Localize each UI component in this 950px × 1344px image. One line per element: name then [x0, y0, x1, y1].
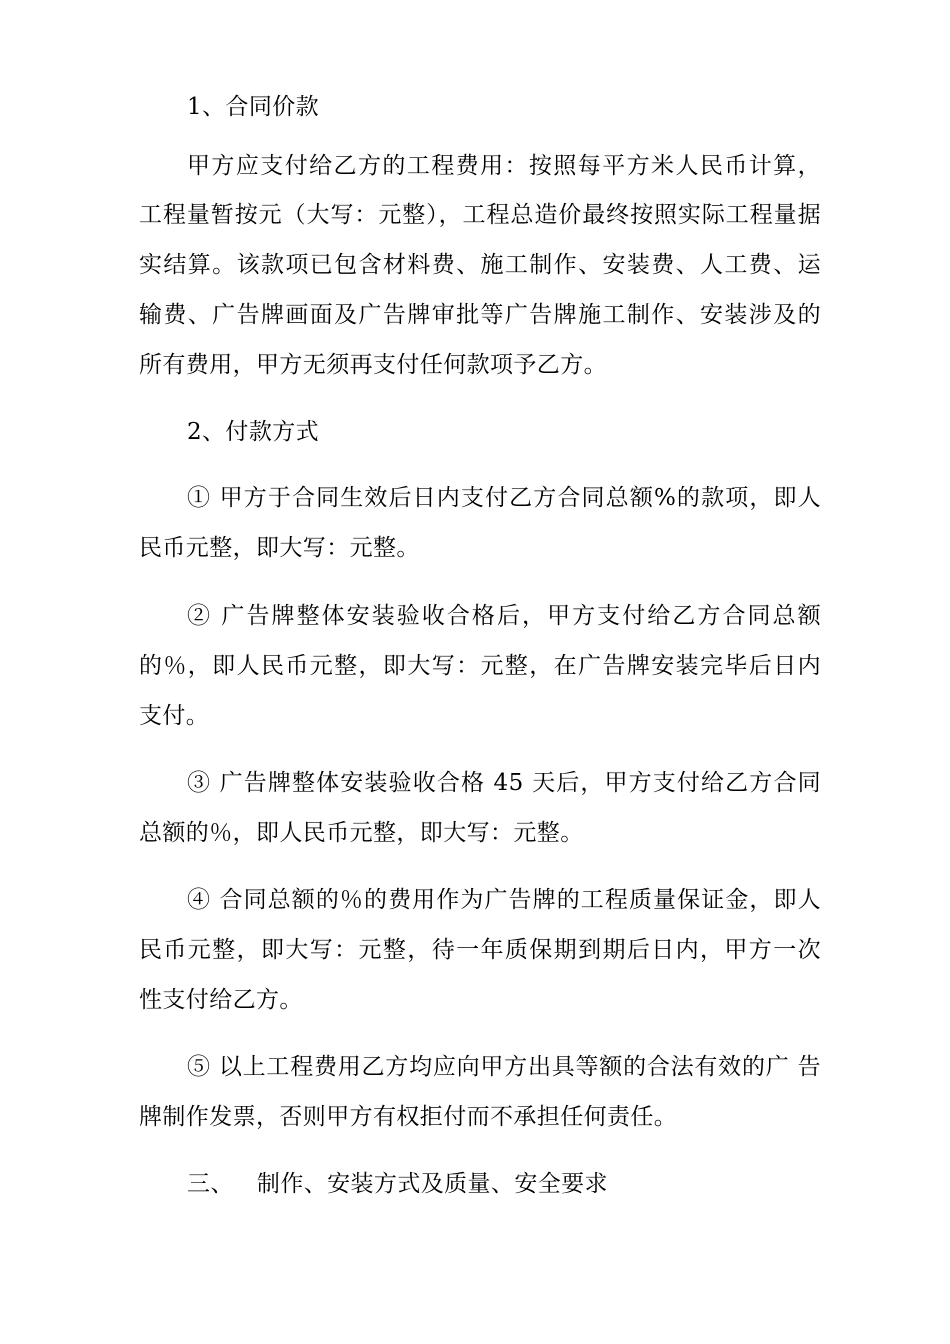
list-item-line: 总额的％，即人民币元整，即大写：元整。 [139, 820, 584, 846]
list-item-line: ④ 合同总额的％的费用作为广告牌的工程质量保证金，即人 [187, 887, 821, 913]
paragraph-line: 所有费用，甲方无须再支付任何款项予乙方。 [139, 352, 607, 378]
list-item-line: ③ 广告牌整体安装验收合格 45 天后，甲方支付给乙方合同 [187, 770, 821, 796]
paragraph-line: 甲方应支付给乙方的工程费用：按照每平方米人民币计算， [187, 153, 821, 179]
paragraph-line: 输费、广告牌画面及广告牌审批等广告牌施工制作、安装涉及的 [139, 302, 821, 328]
list-item-line: ② 广告牌整体安装验收合格后，甲方支付给乙方合同总额 [187, 603, 821, 629]
list-item-line: 的％，即人民币元整，即大写：元整，在广告牌安装完毕后日内 [139, 653, 821, 679]
list-item-line: ⑤ 以上工程费用乙方均应向甲方出具等额的合法有效的广 告 [187, 1054, 821, 1080]
list-item-line: 民币元整，即大写：元整，待一年质保期到期后日内，甲方一次 [139, 937, 821, 963]
list-item-line: 牌制作发票，否则甲方有权拒付而不承担任何责任。 [139, 1104, 678, 1130]
paragraph-line: 工程量暂按元（大写：元整），工程总造价最终按照实际工程量据 [139, 202, 821, 228]
section-heading-payment-method: 2、付款方式 [187, 419, 320, 445]
list-item-line: 性支付给乙方。 [139, 987, 303, 1013]
list-item-line: 支付。 [139, 703, 210, 729]
section-heading-contract-price: 1、合同价款 [187, 94, 320, 120]
list-item-line: 民币元整，即大写：元整。 [139, 535, 420, 561]
section-heading-production-installation: 三、 制作、安装方式及质量、安全要求 [187, 1171, 608, 1197]
list-item-line: ① 甲方于合同生效后日内支付乙方合同总额%的款项，即人 [187, 485, 821, 511]
paragraph-line: 实结算。该款项已包含材料费、施工制作、安装费、人工费、运 [139, 252, 821, 278]
